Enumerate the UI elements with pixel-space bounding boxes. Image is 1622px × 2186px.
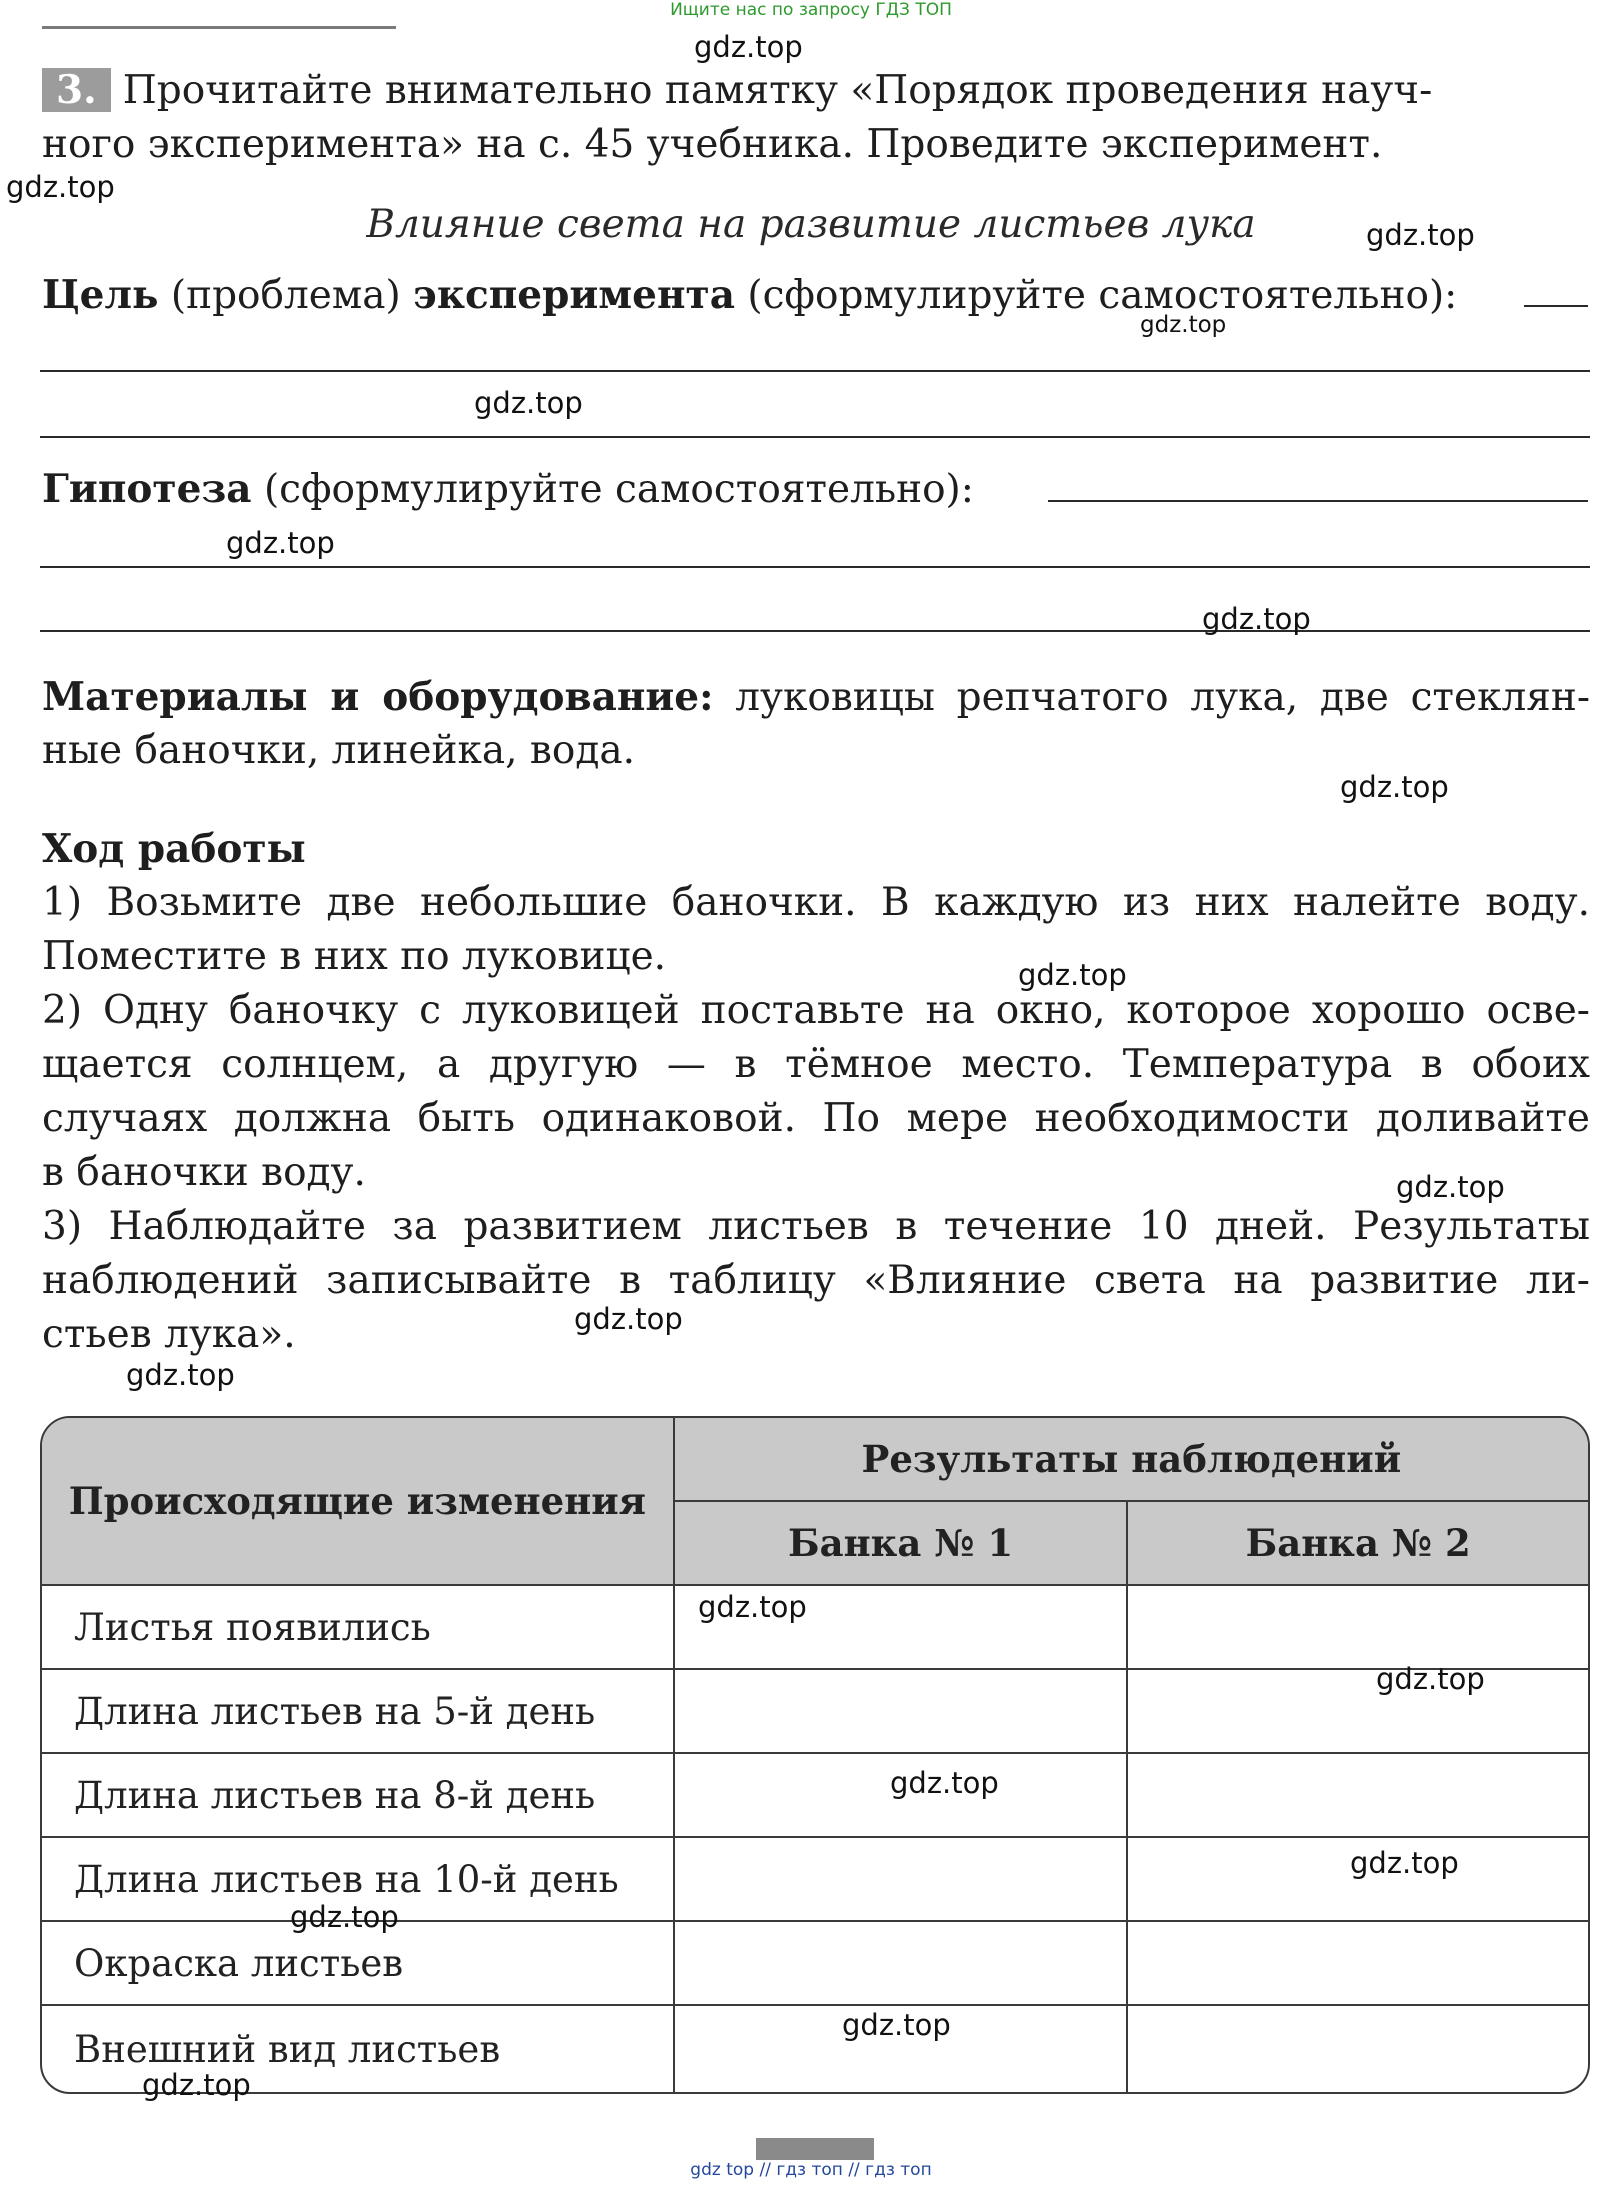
jar-1-cell[interactable] xyxy=(675,1838,1129,1922)
results-table xyxy=(40,1416,1590,2094)
watermark: gdz.top xyxy=(694,30,803,64)
hypothesis-bold: Гипотеза xyxy=(42,466,252,512)
header-results: Результаты наблюдений xyxy=(675,1418,1588,1502)
hypothesis-answer-line-1[interactable] xyxy=(1048,500,1588,502)
task-number-badge: 3. xyxy=(42,68,111,112)
procedure-line-2: Поместите в них по луковице. xyxy=(42,934,667,979)
watermark: gdz.top xyxy=(474,386,583,420)
row-label: Листья появились xyxy=(42,1586,675,1670)
row-label: Внешний вид листьев xyxy=(42,2006,675,2092)
jar-2-cell[interactable] xyxy=(1128,2006,1588,2092)
procedure-line-9: стьев лука». xyxy=(42,1312,296,1357)
task-text-1: Прочитайте внимательно памятку «Порядок проведения науч- xyxy=(122,68,1433,113)
goal-answer-line-1[interactable] xyxy=(1524,305,1588,307)
materials-line-2: ные баночки, линейка, вода. xyxy=(42,728,636,773)
watermark: gdz.top xyxy=(698,1590,807,1624)
experiment-subtitle: Влияние света на развитие листьев лука xyxy=(366,202,1256,247)
watermark: gdz.top xyxy=(574,1302,683,1336)
header-jar-1: Банка № 1 xyxy=(675,1502,1129,1586)
watermark: gdz.top xyxy=(1018,958,1127,992)
goal-bold-2: эксперимента xyxy=(413,272,735,318)
jar-1-cell[interactable] xyxy=(675,1922,1129,2006)
row-label: Длина листьев на 5-й день xyxy=(42,1670,675,1754)
watermark: gdz.top xyxy=(6,170,115,204)
task-line-2: ного эксперимента» на с. 45 учебника. Проведите эксперимент. xyxy=(42,122,1383,167)
task-line-1 xyxy=(42,64,1590,118)
row-label: Окраска листьев xyxy=(42,1922,675,2006)
procedure-title: Ход работы xyxy=(42,826,306,872)
goal-bold-1: Цель xyxy=(42,272,159,318)
procedure-line-4: щается солнцем, а другую — в тёмное место. Температура в обоих xyxy=(42,1042,1590,1087)
watermark: gdz.top xyxy=(290,1900,399,1934)
row-label: Длина листьев на 10-й день xyxy=(42,1838,675,1922)
watermark: gdz.top xyxy=(1202,602,1311,636)
materials-line-1 xyxy=(42,670,1590,725)
procedure-line-1: 1) Возьмите две небольшие баночки. В каждую из них налейте воду. xyxy=(42,880,1590,925)
hypothesis-answer-line-2[interactable] xyxy=(40,566,1590,568)
jar-2-cell[interactable] xyxy=(1128,1754,1588,1838)
procedure-line-6: в баночки воду. xyxy=(42,1150,366,1195)
watermark: gdz.top xyxy=(126,1358,235,1392)
header-changes: Происходящие изменения xyxy=(42,1418,675,1586)
jar-2-cell[interactable] xyxy=(1128,1922,1588,2006)
watermark: gdz.top xyxy=(1396,1170,1505,1204)
procedure-line-3: 2) Одну баночку с луковицей поставьте на окно, которое хорошо осве- xyxy=(42,988,1590,1033)
top-search-banner[interactable]: Ищите нас по запросу ГДЗ ТОП xyxy=(670,0,952,20)
row-label: Длина листьев на 8-й день xyxy=(42,1754,675,1838)
procedure-line-7: 3) Наблюдайте за развитием листьев в течение 10 дней. Результаты xyxy=(42,1204,1590,1249)
materials-text-1: луковицы репчатого лука, две стеклян- xyxy=(735,675,1591,720)
goal-line xyxy=(42,268,1457,323)
procedure-line-5: случаях должна быть одинаковой. По мере необходимости доливайте xyxy=(42,1096,1590,1141)
footer-links[interactable]: gdz top // гдз топ // гдз топ xyxy=(690,2160,932,2180)
goal-answer-line-3[interactable] xyxy=(40,436,1590,438)
watermark: gdz.top xyxy=(1366,218,1475,252)
goal-normal-2: (сформулируйте самостоятельно): xyxy=(747,273,1458,318)
watermark: gdz.top xyxy=(226,526,335,560)
hypothesis-normal: (сформулируйте самостоятельно): xyxy=(263,467,974,512)
jar-2-cell[interactable] xyxy=(1128,1586,1588,1670)
materials-label: Материалы и оборудование: xyxy=(42,674,714,720)
watermark: gdz.top xyxy=(1350,1846,1459,1880)
top-rule xyxy=(42,26,396,29)
hypothesis-line xyxy=(42,462,974,517)
page-number-bar xyxy=(756,2138,874,2160)
procedure-line-8: наблюдений записывайте в таблицу «Влияние света на развитие ли- xyxy=(42,1258,1590,1303)
jar-2-cell[interactable] xyxy=(1128,1670,1588,1754)
watermark: gdz.top xyxy=(890,1766,999,1800)
watermark: gdz.top xyxy=(142,2068,251,2102)
watermark: gdz.top xyxy=(1140,312,1227,338)
goal-answer-line-2[interactable] xyxy=(40,370,1590,372)
watermark: gdz.top xyxy=(842,2008,951,2042)
watermark: gdz.top xyxy=(1376,1662,1485,1696)
watermark: gdz.top xyxy=(1340,770,1449,804)
hypothesis-answer-line-3[interactable] xyxy=(40,630,1590,632)
goal-normal-1: (проблема) xyxy=(170,273,401,318)
header-jar-2: Банка № 2 xyxy=(1128,1502,1588,1586)
jar-1-cell[interactable] xyxy=(675,1670,1129,1754)
